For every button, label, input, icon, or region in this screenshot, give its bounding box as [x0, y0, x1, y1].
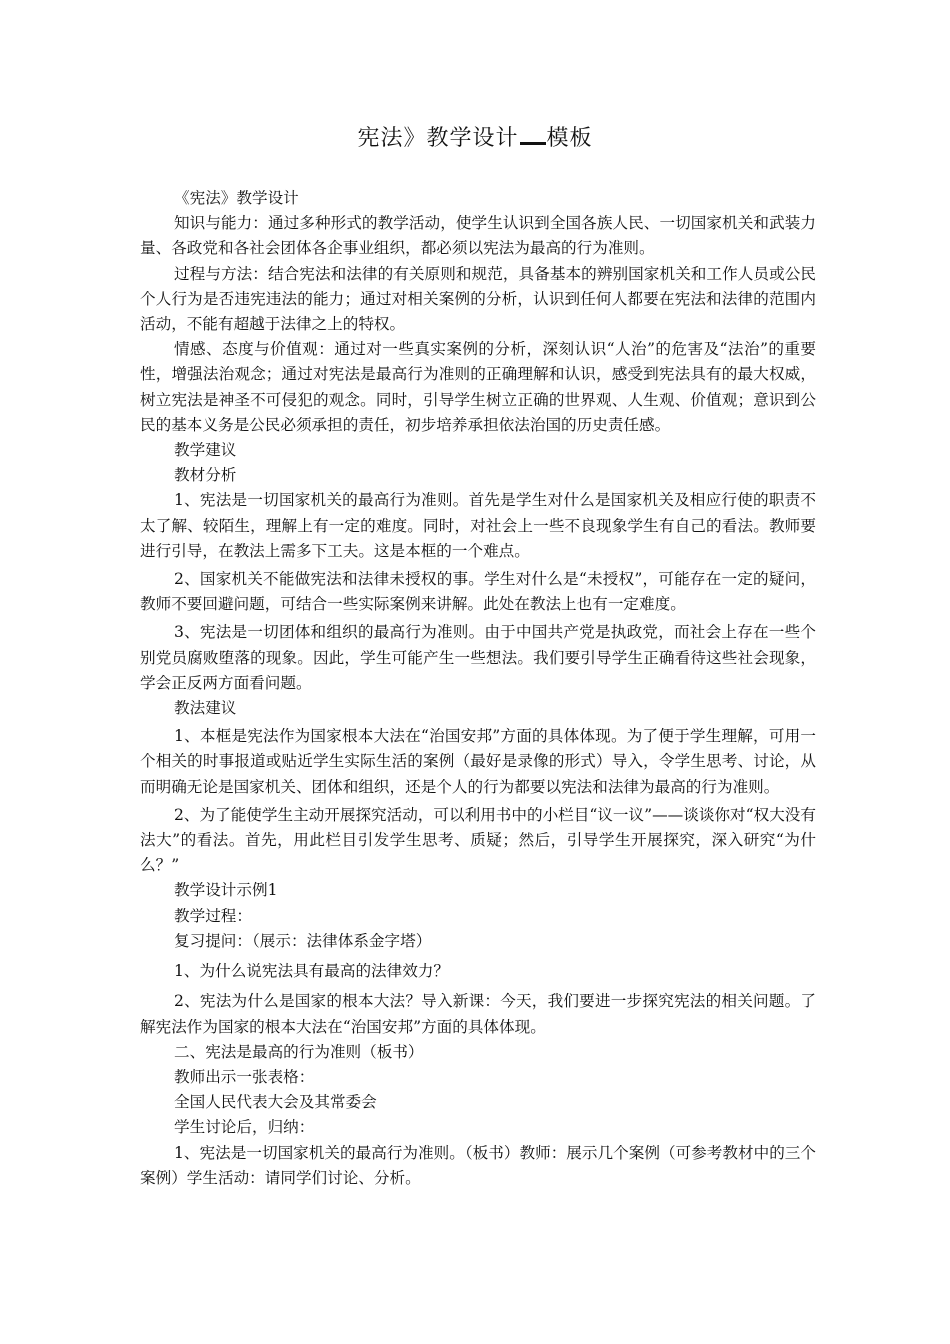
paragraph-question-1: 1、为什么说宪法具有最高的法律效力？: [174, 962, 450, 981]
paragraph-teacher-table: 教师出示一张表格：: [174, 1067, 315, 1086]
heading-section-two: 二、宪法是最高的行为准则（板书）: [174, 1042, 424, 1061]
paragraph-analysis-2: 2、国家机关不能做宪法和法律未授权的事。学生对什么是“未授权”，可能存在一定的疑问，教师不要回避问题，可结合一些实际案例来讲解。此处在教法上也有一定难度。: [140, 570, 816, 614]
paragraph-review-question: 复习提问：（展示：法律体系金字塔）: [174, 931, 432, 950]
heading-textbook-analysis: 教材分析: [174, 466, 237, 485]
document-body: [140, 186, 816, 1191]
heading-design-example: 教学设计示例1: [174, 881, 278, 900]
paragraph-emotion-values: 情感、态度与价值观：通过对一些真实案例的分析，深刻认识“人治”的危害及“法治”的重要性，增强法治观念；通过对宪法是最高行为准则的正确理解和认识，感受到宪法具有的最大权威，树立宪法是神圣不可侵犯的观念。同时，引导学生树立正确的世界观、人生观、价值观；意识到公民的基本义务是公民必须承担的责任，初步培养承担依法治国的历史责任感。: [140, 340, 816, 434]
paragraph-analysis-3: 3、宪法是一切团体和组织的最高行为准则。由于中国共产党是执政党，而社会上存在一些个别党员腐败堕落的现象。因此，学生可能产生一些想法。我们要引导学生正确看待这些社会现象，学会正反两方面看问题。: [140, 623, 816, 692]
paragraph-process-method: 过程与方法：结合宪法和法律的有关原则和规范，具备基本的辨别国家机关和工作人员或公民个人行为是否违宪违法的能力；通过对相关案例的分析，认识到任何人都要在宪法和法律的范围内活动，不能有超越于法律之上的特权。: [140, 264, 816, 334]
paragraph-method-1: 1、本框是宪法作为国家根本大法在“治国安邦”方面的具体体现。为了便于学生理解，可用一个相关的时事报道或贴近学生实际生活的案例（最好是录像的形式）导入，令学生思考、讨论，从而明确无论是国家机关、团体和组织，还是个人的行为都要以宪法和法律为最高的行为准则。: [140, 727, 816, 796]
paragraph-method-2: 2、为了能使学生主动开展探究活动，可以利用书中的小栏目“议一议”——谈谈你对“权大没有法大”的看法。首先，用此栏目引发学生思考、质疑；然后，引导学生开展探究，深入研究“为什么？”: [140, 805, 816, 875]
document-title: [0, 122, 950, 154]
paragraph-knowledge-ability: 知识与能力：通过多种形式的教学活动，使学生认识到全国各族人民、一切国家机关和武装力量、各政党和各社会团体各企事业组织，都必须以宪法为最高的行为准则。: [140, 214, 816, 258]
paragraph-question-2: 2、宪法为什么是国家的根本大法？导入新课：今天，我们要进一步探究宪法的相关问题。了解宪法作为国家的根本大法在“治国安邦”方面的具体体现。: [140, 992, 816, 1036]
paragraph-summary-1: 1、宪法是一切国家机关的最高行为准则。（板书）教师：展示几个案例（可参考教材中的三个案例）学生活动：请同学们讨论、分析。: [140, 1143, 816, 1187]
heading-teaching-process: 教学过程：: [174, 906, 252, 925]
subtitle-line: 《宪法》教学设计: [174, 189, 299, 207]
paragraph-npc: 全国人民代表大会及其常委会: [174, 1093, 377, 1112]
title-underscore: [520, 122, 546, 145]
heading-teaching-suggestions: 教学建议: [174, 441, 237, 460]
paragraph-analysis-1: 1、宪法是一切国家机关的最高行为准则。首先是学生对什么是国家机关及相应行使的职责不太了解、较陌生，理解上有一定的难度。同时，对社会上一些不良现象学生有自己的看法。教师要进行引导，在教法上需多下工夫。这是本框的一个难点。: [140, 491, 816, 560]
paragraph-student-summary: 学生讨论后，归纳：: [174, 1118, 315, 1137]
title-text-main: 宪法》教学设计: [357, 126, 519, 151]
title-text-suffix: 模板: [546, 126, 593, 151]
heading-method-suggestions: 教法建议: [174, 699, 237, 718]
